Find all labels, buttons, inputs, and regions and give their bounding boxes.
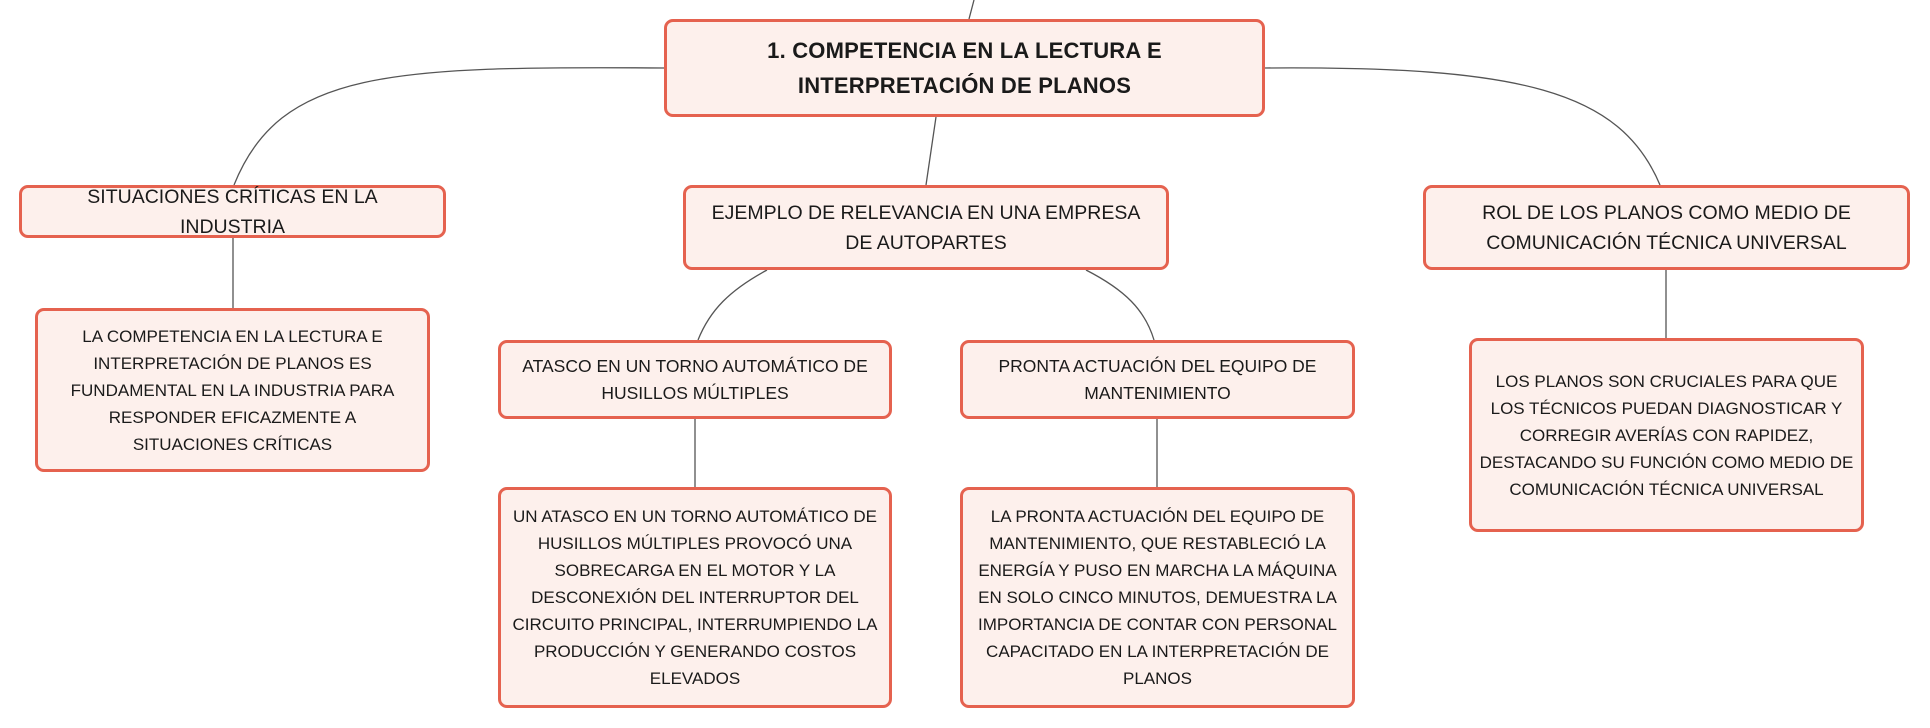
connector-ejemplo-atasco [698,270,767,340]
detail-pronta-actuacion-text: LA PRONTA ACTUACIÓN DEL EQUIPO DE MANTENIMIENTO, QUE RESTABLECIÓ LA ENERGÍA Y PUSO EN MARCHA LA MÁQUINA EN SOLO CINCO MINUTOS, DEMUESTRA LA IMPORTANCIA DE CONTAR CON PERSONAL CAPACITADO EN LA INTERPRETACIÓN DE PLANOS [978,507,1337,688]
subtopic-pronta-actuacion-label: PRONTA ACTUACIÓN DEL EQUIPO DE MANTENIMIENTO [998,355,1317,403]
connector-root-parent [969,0,974,19]
topic-rol-planos[interactable] [1423,185,1910,270]
detail-situaciones-criticas[interactable] [35,308,430,472]
detail-atasco-torno-text: UN ATASCO EN UN TORNO AUTOMÁTICO DE HUSILLOS MÚLTIPLES PROVOCÓ UNA SOBRECARGA EN EL MOTOR Y LA DESCONEXIÓN DEL INTERRUPTOR DEL CIRCUITO PRINCIPAL, INTERRUMPIENDO LA PRODUCCIÓN Y GENERANDO COSTOS ELEVADOS [512,507,878,688]
detail-atasco-torno[interactable] [498,487,892,708]
topic-situaciones-criticas[interactable] [19,185,446,238]
root-topic-label: 1. COMPETENCIA EN LA LECTURA E INTERPRETACIÓN DE PLANOS [767,38,1162,98]
connector-root-ejemplo [926,117,936,185]
connector-root-rol [1265,68,1660,185]
topic-situaciones-criticas-label: SITUACIONES CRÍTICAS EN LA INDUSTRIA [87,185,378,238]
detail-pronta-actuacion[interactable] [960,487,1355,708]
subtopic-pronta-actuacion[interactable] [960,340,1355,419]
connector-ejemplo-pronta [1086,270,1154,340]
root-topic[interactable] [664,19,1265,117]
detail-situaciones-criticas-text: LA COMPETENCIA EN LA LECTURA E INTERPRETACIÓN DE PLANOS ES FUNDAMENTAL EN LA INDUSTRIA PARA RESPONDER EFICAZMENTE A SITUACIONES CRÍTICAS [70,326,395,454]
topic-rol-planos-label: ROL DE LOS PLANOS COMO MEDIO DE COMUNICACIÓN TÉCNICA UNIVERSAL [1482,201,1851,254]
topic-ejemplo-relevancia[interactable] [683,185,1169,270]
detail-rol-planos[interactable] [1469,338,1864,532]
subtopic-atasco-torno-label: ATASCO EN UN TORNO AUTOMÁTICO DE HUSILLOS MÚLTIPLES [522,355,868,403]
connector-root-situaciones [234,68,665,185]
detail-rol-planos-text: LOS PLANOS SON CRUCIALES PARA QUE LOS TÉCNICOS PUEDAN DIAGNOSTICAR Y CORREGIR AVERÍAS CON RAPIDEZ, DESTACANDO SU FUNCIÓN COMO MEDIO DE COMUNICACIÓN TÉCNICA UNIVERSAL [1479,371,1854,499]
topic-ejemplo-relevancia-label: EJEMPLO DE RELEVANCIA EN UNA EMPRESA DE AUTOPARTES [711,201,1141,254]
subtopic-atasco-torno[interactable] [498,340,892,419]
